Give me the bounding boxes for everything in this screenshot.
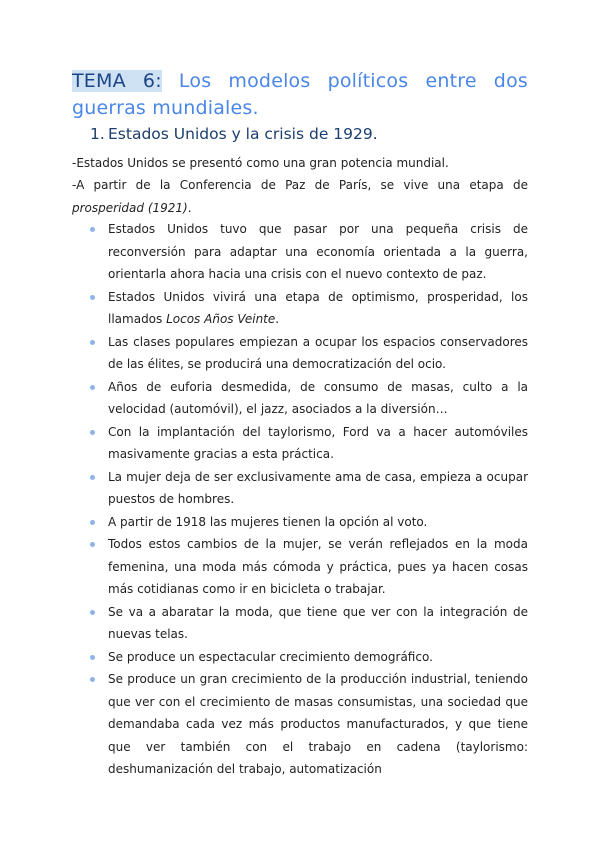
section-number: 1.	[90, 125, 105, 143]
intro-line-2-text: -A partir de la Conferencia de Paz de París, se vive una etapa de	[72, 178, 528, 192]
intro-line-2-end: .	[187, 201, 192, 215]
list-item	[72, 218, 528, 286]
list-item	[72, 646, 528, 669]
list-item-text: Se va a abaratar la moda, que tiene que ver con la integración de nuevas telas.	[108, 604, 528, 641]
list-item	[72, 511, 528, 534]
list-item-text: Años de euforia desmedida, de consumo de masas, culto a la velocidad (automóvil), el jazz, asociados a la diversión…	[108, 379, 528, 416]
page-title	[72, 68, 528, 122]
bullet-icon	[90, 542, 95, 547]
bullet-icon	[90, 430, 95, 435]
list-item	[72, 466, 528, 511]
bullet-icon	[90, 610, 95, 615]
list-item-text: A partir de 1918 las mujeres tienen la opción al voto.	[108, 514, 428, 529]
bullet-icon	[90, 385, 95, 390]
list-item-text: Las clases populares empiezan a ocupar los espacios conservadores de las élites, se producirá una democratización del ocio.	[108, 334, 528, 371]
intro-line-1: -Estados Unidos se presentó como una gran potencia mundial.	[72, 156, 449, 170]
list-item-text: Todos estos cambios de la mujer, se verán reflejados en la moda femenina, una moda más cómoda y práctica, pues ya hacen cosas más cotidianas como ir en bicicleta o trabajar.	[108, 537, 528, 596]
list-item-text: Se produce un espectacular crecimiento demográfico.	[108, 649, 433, 664]
list-item-text: Se produce un gran crecimiento de la producción industrial, teniendo que ver con el crecimiento de masas consumistas, una sociedad que demandaba cada vez más productos manufacturados, y que tiene que ver también con el trabajo en cadena (taylorismo: deshumanización del trabajo, automatización	[108, 672, 528, 776]
list-item	[72, 601, 528, 646]
section-title: Estados Unidos y la crisis de 1929.	[108, 125, 378, 143]
section-heading	[90, 125, 378, 143]
list-item	[72, 668, 528, 781]
bullet-icon	[90, 677, 95, 682]
list-item-text: Estados Unidos vivirá una etapa de optimismo, prosperidad, los llamados	[108, 289, 528, 326]
title-text: Los modelos políticos entre dos guerras mundiales.	[72, 70, 528, 119]
bullet-list	[72, 218, 528, 781]
list-item-text: La mujer deja de ser exclusivamente ama de casa, empieza a ocupar puestos de hombres.	[108, 469, 528, 506]
bullet-icon	[90, 475, 95, 480]
list-item-end: .	[275, 312, 280, 326]
bullet-icon	[90, 340, 95, 345]
bullet-icon	[90, 655, 95, 660]
intro-line-2	[72, 174, 528, 220]
bullet-icon	[90, 295, 95, 300]
list-item-text: Estados Unidos tuvo que pasar por una pequeña crisis de reconversión para adaptar una economía orientada a la guerra, orientarla ahora hacia una crisis con el nuevo contexto de paz.	[108, 222, 528, 281]
list-item	[72, 286, 528, 331]
list-item-text: Con la implantación del taylorismo, Ford va a hacer automóviles masivamente gracias a esta práctica.	[108, 424, 528, 461]
intro-line-2-italic: prosperidad (1921)	[72, 201, 188, 215]
tema-label: TEMA 6:	[72, 70, 162, 92]
bullet-icon	[90, 520, 95, 525]
list-item	[72, 533, 528, 601]
list-item	[72, 331, 528, 376]
bullet-icon	[90, 227, 95, 232]
list-item	[72, 421, 528, 466]
list-item-italic: Locos Años Veinte	[166, 312, 276, 326]
list-item	[72, 376, 528, 421]
